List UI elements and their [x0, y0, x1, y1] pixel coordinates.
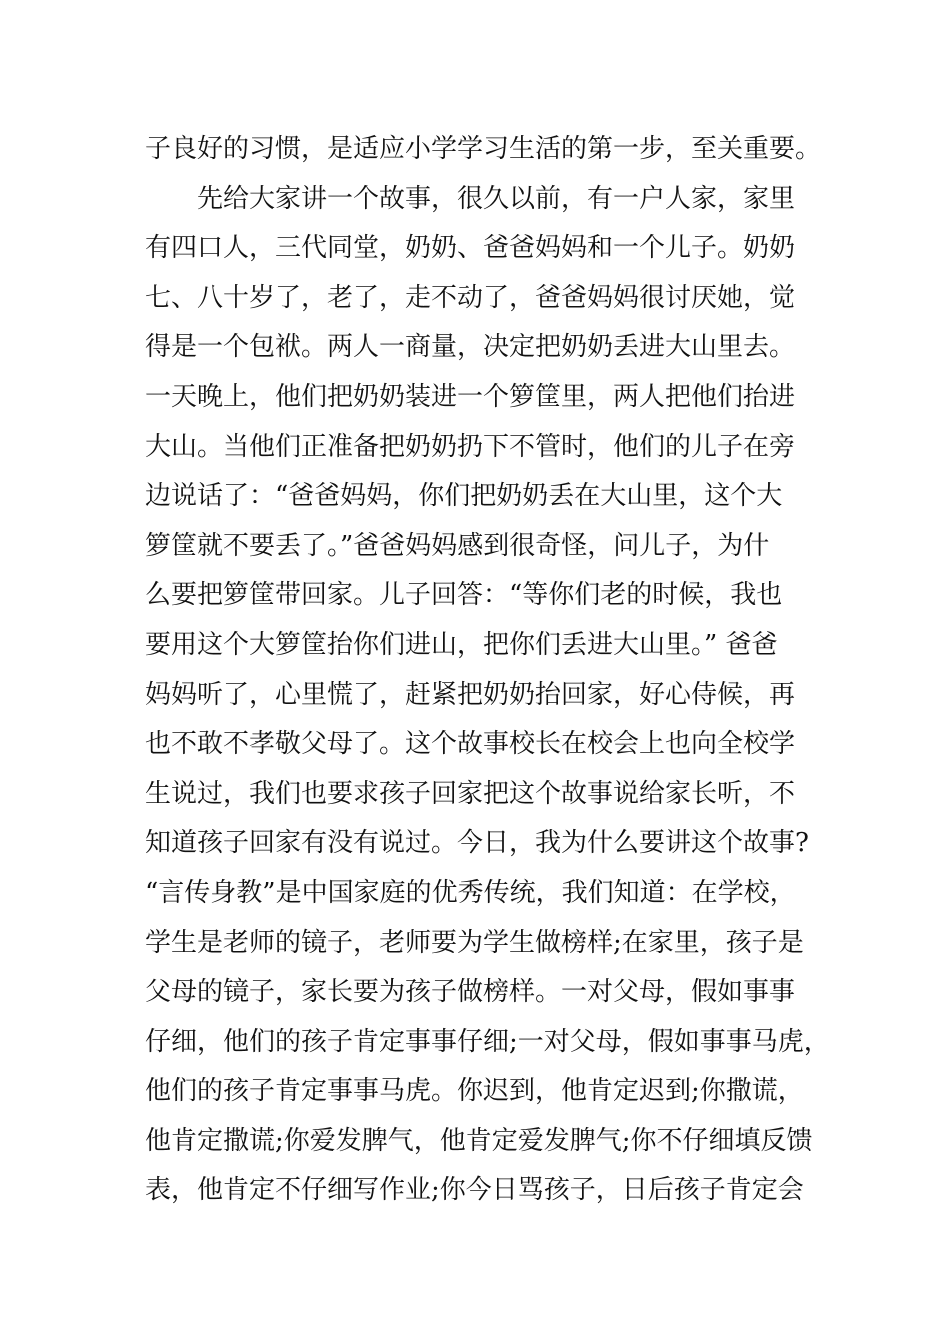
text-line: 知道孩子回家有没有说过。今日，我为什么要讲这个故事? — [145, 828, 809, 859]
text-line: 大山。当他们正准备把奶奶扔下不管时，他们的儿子在旁 — [145, 431, 796, 462]
body-text — [145, 125, 830, 1216]
text-line: 得是一个包袱。两人一商量，决定把奶奶丢进大山里去。 — [145, 332, 796, 363]
text-line: 表，他肯定不仔细写作业;你今日骂孩子，日后孩子肯定会 — [145, 1175, 804, 1206]
text-line: 七、八十岁了，老了，走不动了，爸爸妈妈很讨厌她，觉 — [145, 282, 796, 313]
text-line: 生说过，我们也要求孩子回家把这个故事说给家长听，不 — [145, 778, 796, 809]
text-line: 妈妈听了，心里慌了，赶紧把奶奶抬回家，好心侍候，再 — [145, 679, 796, 710]
text-line: 有四口人，三代同堂，奶奶、爸爸妈妈和一个儿子。奶奶 — [145, 233, 796, 264]
text-line: 也不敢不孝敬父母了。这个故事校长在校会上也向全校学 — [145, 729, 796, 760]
text-line: 子良好的习惯，是适应小学学习生活的第一步，至关重要。 — [145, 134, 822, 164]
text-line: 先给大家讲一个故事，很久以前，有一户人家，家里 — [145, 183, 796, 214]
text-line: 学生是老师的镜子，老师要为学生做榜样;在家里，孩子是 — [145, 927, 804, 958]
text-line: 他们的孩子肯定事事马虎。你迟到，他肯定迟到;你撒谎， — [145, 1076, 804, 1107]
text-line: “言传身教”是中国家庭的优秀传统，我们知道：在学校， — [145, 877, 796, 908]
text-line: 一天晚上，他们把奶奶装进一个箩筐里，两人把他们抬进 — [145, 381, 796, 412]
text-line: 他肯定撒谎;你爱发脾气，他肯定爱发脾气;你不仔细填反馈 — [145, 1125, 813, 1156]
text-line: 箩筐就不要丢了。”爸爸妈妈感到很奇怪，问儿子，为什 — [145, 530, 770, 561]
text-line: 边说话了：“爸爸妈妈，你们把奶奶丢在大山里，这个大 — [145, 481, 783, 512]
text-line: 仔细，他们的孩子肯定事事仔细;一对父母，假如事事马虎， — [145, 1026, 830, 1057]
text-line: 么要把箩筐带回家。儿子回答：“等你们老的时候，我也 — [145, 580, 783, 611]
text-line: 要用这个大箩筐抬你们进山，把你们丢进大山里。” 爸爸 — [145, 629, 778, 660]
text-line: 父母的镜子，家长要为孩子做榜样。一对父母，假如事事 — [145, 977, 796, 1008]
